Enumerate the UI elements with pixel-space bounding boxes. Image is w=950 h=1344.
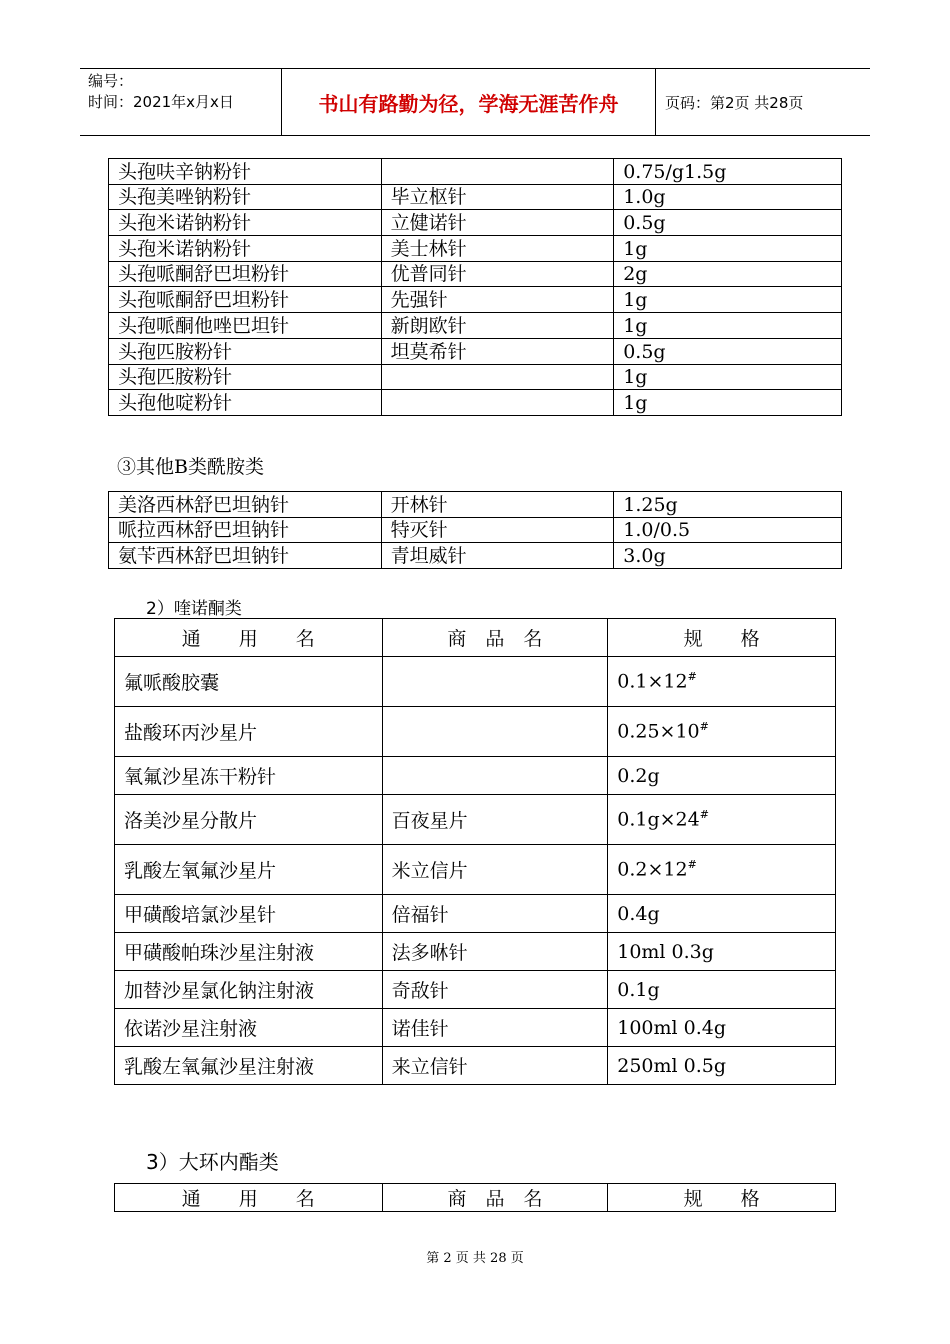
section-other-beta-lactams: ③其他B类酰胺类 bbox=[117, 456, 264, 478]
cell-generic-name: 甲磺酸培氯沙星针 bbox=[115, 895, 383, 933]
heading-quinolones: 2）喹诺酮类 bbox=[146, 599, 242, 619]
cell-spec: 2g bbox=[614, 261, 842, 287]
cell-spec: 1.25g bbox=[614, 492, 842, 518]
table-row bbox=[115, 1009, 836, 1047]
header-generic-name: 通 用 名 bbox=[115, 619, 383, 657]
table-row bbox=[115, 657, 836, 707]
table-row bbox=[109, 390, 842, 416]
page-header bbox=[80, 68, 870, 136]
spec-value: 0.1g bbox=[617, 978, 660, 1001]
cell-generic-name: 头孢呋辛钠粉针 bbox=[109, 159, 382, 185]
cell-brand-name: 美士林针 bbox=[381, 236, 614, 262]
header-brand-name: 商 品 名 bbox=[382, 619, 608, 657]
cell-generic-name: 头孢他啶粉针 bbox=[109, 390, 382, 416]
table-row bbox=[109, 287, 842, 313]
table-row bbox=[115, 707, 836, 757]
cell-generic-name: 头孢米诺钠粉针 bbox=[109, 236, 382, 262]
cell-spec bbox=[608, 971, 836, 1009]
cell-generic-name: 氨苄西林舒巴坦钠针 bbox=[109, 543, 382, 569]
cell-brand-name: 百夜星片 bbox=[382, 795, 608, 845]
time-label: 时间：2021年x月x日 bbox=[88, 93, 234, 111]
cell-brand-name: 青坦威针 bbox=[381, 543, 614, 569]
cell-brand-name bbox=[381, 364, 614, 390]
cell-spec: 1.0/0.5 bbox=[614, 517, 842, 543]
header-generic-name: 通 用 名 bbox=[115, 1184, 383, 1212]
spec-superscript: # bbox=[687, 670, 697, 684]
cell-generic-name: 氧氟沙星冻干粉针 bbox=[115, 757, 383, 795]
header-spec: 规 格 bbox=[608, 619, 836, 657]
spec-superscript: # bbox=[699, 720, 709, 734]
table-row bbox=[115, 933, 836, 971]
cell-generic-name: 洛美沙星分散片 bbox=[115, 795, 383, 845]
spec-value: 10ml 0.3g bbox=[617, 940, 714, 963]
cell-spec: 3.0g bbox=[614, 543, 842, 569]
cell-brand-name: 立健诺针 bbox=[381, 210, 614, 236]
cell-brand-name bbox=[381, 390, 614, 416]
table-row bbox=[115, 845, 836, 895]
cell-spec: 1g bbox=[614, 236, 842, 262]
cell-spec bbox=[608, 1047, 836, 1085]
table-header-row bbox=[115, 619, 836, 657]
cell-brand-name: 毕立枢针 bbox=[381, 184, 614, 210]
cell-spec: 0.5g bbox=[614, 210, 842, 236]
cell-spec bbox=[608, 845, 836, 895]
cell-spec bbox=[608, 707, 836, 757]
spec-value: 250ml 0.5g bbox=[617, 1054, 727, 1077]
cell-brand-name: 奇敌针 bbox=[382, 971, 608, 1009]
table-row bbox=[109, 210, 842, 236]
table-row bbox=[109, 517, 842, 543]
cell-brand-name: 来立信针 bbox=[382, 1047, 608, 1085]
spec-value: 0.2g bbox=[617, 764, 660, 787]
cell-brand-name: 特灭针 bbox=[381, 517, 614, 543]
table-row bbox=[115, 971, 836, 1009]
table-row bbox=[109, 159, 842, 185]
cell-spec: 1.0g bbox=[614, 184, 842, 210]
cell-generic-name: 美洛西林舒巴坦钠针 bbox=[109, 492, 382, 518]
cell-generic-name: 加替沙星氯化钠注射液 bbox=[115, 971, 383, 1009]
table-row bbox=[109, 184, 842, 210]
table-row bbox=[109, 236, 842, 262]
table-row bbox=[115, 895, 836, 933]
table-row bbox=[109, 313, 842, 339]
cell-generic-name: 乳酸左氧氟沙星片 bbox=[115, 845, 383, 895]
cell-spec: 0.75/g1.5g bbox=[614, 159, 842, 185]
cell-spec bbox=[608, 895, 836, 933]
spec-value: 0.1g×24 bbox=[617, 808, 700, 831]
table-row bbox=[109, 543, 842, 569]
cell-generic-name: 乳酸左氧氟沙星注射液 bbox=[115, 1047, 383, 1085]
other-beta-lactam-table bbox=[108, 491, 842, 569]
cell-generic-name: 甲磺酸帕珠沙星注射液 bbox=[115, 933, 383, 971]
cell-spec bbox=[608, 933, 836, 971]
cell-spec: 1g bbox=[614, 364, 842, 390]
cell-spec: 1g bbox=[614, 390, 842, 416]
cell-brand-name: 新朗欧针 bbox=[381, 313, 614, 339]
cell-generic-name: 头孢匹胺粉针 bbox=[109, 338, 382, 364]
cell-brand-name: 优普同针 bbox=[381, 261, 614, 287]
cell-spec bbox=[608, 795, 836, 845]
cell-generic-name: 氟哌酸胶囊 bbox=[115, 657, 383, 707]
heading-macrolides: 3）大环内酯类 bbox=[146, 1150, 279, 1174]
table-row bbox=[109, 338, 842, 364]
cell-generic-name: 头孢匹胺粉针 bbox=[109, 364, 382, 390]
header-page-code: 页码：第2页 共28页 bbox=[665, 93, 804, 112]
spec-value: 0.4g bbox=[617, 902, 660, 925]
table-row bbox=[109, 492, 842, 518]
header-meta bbox=[80, 69, 282, 135]
cell-brand-name: 开林针 bbox=[381, 492, 614, 518]
spec-superscript: # bbox=[687, 858, 697, 872]
spec-value: 0.25×10 bbox=[617, 720, 700, 743]
cell-brand-name: 诺佳针 bbox=[382, 1009, 608, 1047]
cell-brand-name: 法多咻针 bbox=[382, 933, 608, 971]
cell-brand-name bbox=[381, 159, 614, 185]
cephalosporin-table bbox=[108, 158, 842, 416]
cell-spec bbox=[608, 657, 836, 707]
cell-brand-name bbox=[382, 707, 608, 757]
cell-spec: 1g bbox=[614, 313, 842, 339]
cell-spec bbox=[608, 1009, 836, 1047]
cell-generic-name: 头孢哌酮舒巴坦粉针 bbox=[109, 261, 382, 287]
cell-generic-name: 头孢哌酮舒巴坦粉针 bbox=[109, 287, 382, 313]
cell-brand-name: 米立信片 bbox=[382, 845, 608, 895]
spec-value: 100ml 0.4g bbox=[617, 1016, 727, 1039]
cell-generic-name: 盐酸环丙沙星片 bbox=[115, 707, 383, 757]
number-label: 编号： bbox=[88, 72, 134, 90]
page-footer: 第 2 页 共 28 页 bbox=[426, 1251, 524, 1266]
spec-value: 0.1×12 bbox=[617, 670, 688, 693]
macrolide-table bbox=[114, 1183, 836, 1212]
cell-brand-name: 倍福针 bbox=[382, 895, 608, 933]
table-row bbox=[115, 757, 836, 795]
cell-generic-name: 依诺沙星注射液 bbox=[115, 1009, 383, 1047]
cell-generic-name: 头孢美唑钠粉针 bbox=[109, 184, 382, 210]
quinolone-table bbox=[114, 618, 836, 1085]
table-row bbox=[115, 795, 836, 845]
spec-value: 0.2×12 bbox=[617, 858, 688, 881]
cell-brand-name bbox=[382, 657, 608, 707]
cell-generic-name: 头孢米诺钠粉针 bbox=[109, 210, 382, 236]
table-row bbox=[109, 261, 842, 287]
table-row bbox=[115, 1047, 836, 1085]
spec-superscript: # bbox=[699, 808, 709, 822]
table-row bbox=[109, 364, 842, 390]
cell-generic-name: 哌拉西林舒巴坦钠针 bbox=[109, 517, 382, 543]
cell-brand-name: 坦莫希针 bbox=[381, 338, 614, 364]
header-brand-name: 商 品 名 bbox=[382, 1184, 608, 1212]
table-header-row bbox=[115, 1184, 836, 1212]
cell-brand-name bbox=[382, 757, 608, 795]
cell-spec: 0.5g bbox=[614, 338, 842, 364]
header-spec: 规 格 bbox=[608, 1184, 836, 1212]
cell-brand-name: 先强针 bbox=[381, 287, 614, 313]
header-motto: 书山有路勤为径，学海无涯苦作舟 bbox=[282, 69, 656, 135]
cell-spec bbox=[608, 757, 836, 795]
cell-spec: 1g bbox=[614, 287, 842, 313]
cell-generic-name: 头孢哌酮他唑巴坦针 bbox=[109, 313, 382, 339]
